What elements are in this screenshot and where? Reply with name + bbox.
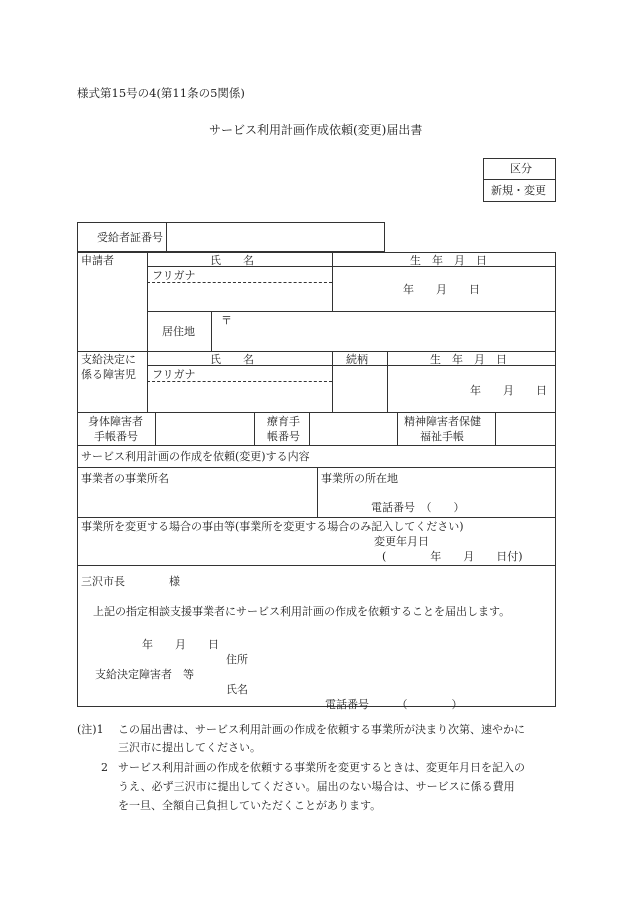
applicant-name-field[interactable]: [149, 284, 330, 310]
request-section-title: サービス利用計画の作成を依頼(変更)する内容: [81, 450, 310, 463]
office-name-field[interactable]: [79, 486, 315, 515]
physical-handbook-label-2: 手帳番号: [94, 430, 138, 443]
mental-handbook-label-2: 福祉手帳: [420, 430, 464, 443]
notes-prefix: (注)1: [77, 723, 104, 736]
declaration-statement: 上記の指定相談支援事業者にサービス利用計画の作成を依頼することを届出します。: [93, 605, 511, 618]
child-name-label: 氏 名: [210, 353, 254, 366]
postal-mark: 〒: [221, 314, 232, 327]
child-label-line2: 係る障害児: [81, 368, 136, 381]
change-reason-label: 事業所を変更する場合の事由等(事業所を変更する場合のみ記入してください): [81, 520, 464, 533]
note2-line3: を一旦、全額自己負担していただくことがあります。: [118, 799, 382, 812]
child-name-field[interactable]: [149, 383, 330, 410]
office-name-label: 事業者の事業所名: [81, 472, 169, 485]
declaration-address-label: 住所: [226, 653, 248, 666]
mental-handbook-field[interactable]: [497, 414, 552, 443]
child-birth-value[interactable]: 年 月 日: [470, 384, 547, 397]
kubun-label: 区分: [510, 162, 532, 175]
applicant-address-label: 居住地: [162, 325, 195, 338]
applicant-birth-value[interactable]: 年 月 日: [403, 283, 480, 296]
kubun-value[interactable]: 新規・変更: [491, 184, 546, 197]
note2-number: 2: [101, 761, 108, 774]
child-relation-field[interactable]: [334, 367, 385, 410]
applicant-birth-label: 生 年 月 日: [410, 254, 487, 267]
form-number: 様式第15号の4(第11条の5関係): [77, 86, 245, 100]
declaration-name-label: 氏名: [226, 683, 248, 696]
change-date-label: 変更年月日: [374, 535, 429, 548]
physical-handbook-field[interactable]: [157, 414, 252, 443]
mental-handbook-label-1: 精神障害者保健: [404, 415, 481, 428]
physical-handbook-label-1: 身体障害者: [88, 415, 143, 428]
declaration-date[interactable]: 年 月 日: [142, 638, 219, 651]
applicant-address-field[interactable]: [237, 314, 551, 348]
applicant-furigana-label: フリガナ: [152, 269, 196, 282]
office-address-label: 事業所の所在地: [321, 472, 398, 485]
child-birth-label: 生 年 月 日: [430, 353, 507, 366]
recipient-number-field[interactable]: [167, 224, 381, 250]
child-furigana-label: フリガナ: [152, 368, 196, 381]
note2-line2: うえ、必ず三沢市に提出してください。届出のない場合は、サービスに係る費用: [118, 780, 515, 793]
note2-line1: サービス利用計画の作成を依頼する事業所を変更するときは、変更年月日を記入の: [118, 761, 525, 774]
ryoiku-handbook-label-1: 療育手: [267, 415, 300, 428]
change-date-value[interactable]: ( 年 月 日付): [382, 550, 523, 563]
ryoiku-handbook-field[interactable]: [311, 414, 395, 443]
ryoiku-handbook-label-2: 帳番号: [267, 430, 300, 443]
application-form: [77, 222, 556, 719]
note1-line1: この届出書は、サービス利用計画の作成を依頼する事業所が決まり次第、速やかに: [118, 723, 525, 736]
note1-line2: 三沢市に提出してください。: [118, 741, 261, 754]
recipient-number-label: 受給者証番号: [97, 231, 163, 244]
declaration-applicant-label: 支給決定障害者 等: [95, 668, 194, 681]
addressee: 三沢市長 様: [81, 575, 180, 588]
kubun-box: [483, 158, 556, 202]
page-title: サービス利用計画作成依頼(変更)届出書: [209, 123, 423, 137]
declaration-phone-label[interactable]: 電話番号 （ ）: [325, 698, 463, 711]
applicant-label: 申請者: [81, 254, 114, 267]
child-label-line1: 支給決定に: [81, 353, 136, 366]
applicant-name-label: 氏 名: [210, 254, 254, 267]
child-relation-label: 続柄: [346, 353, 368, 366]
office-phone-label[interactable]: 電話番号 （ ）: [371, 501, 465, 514]
